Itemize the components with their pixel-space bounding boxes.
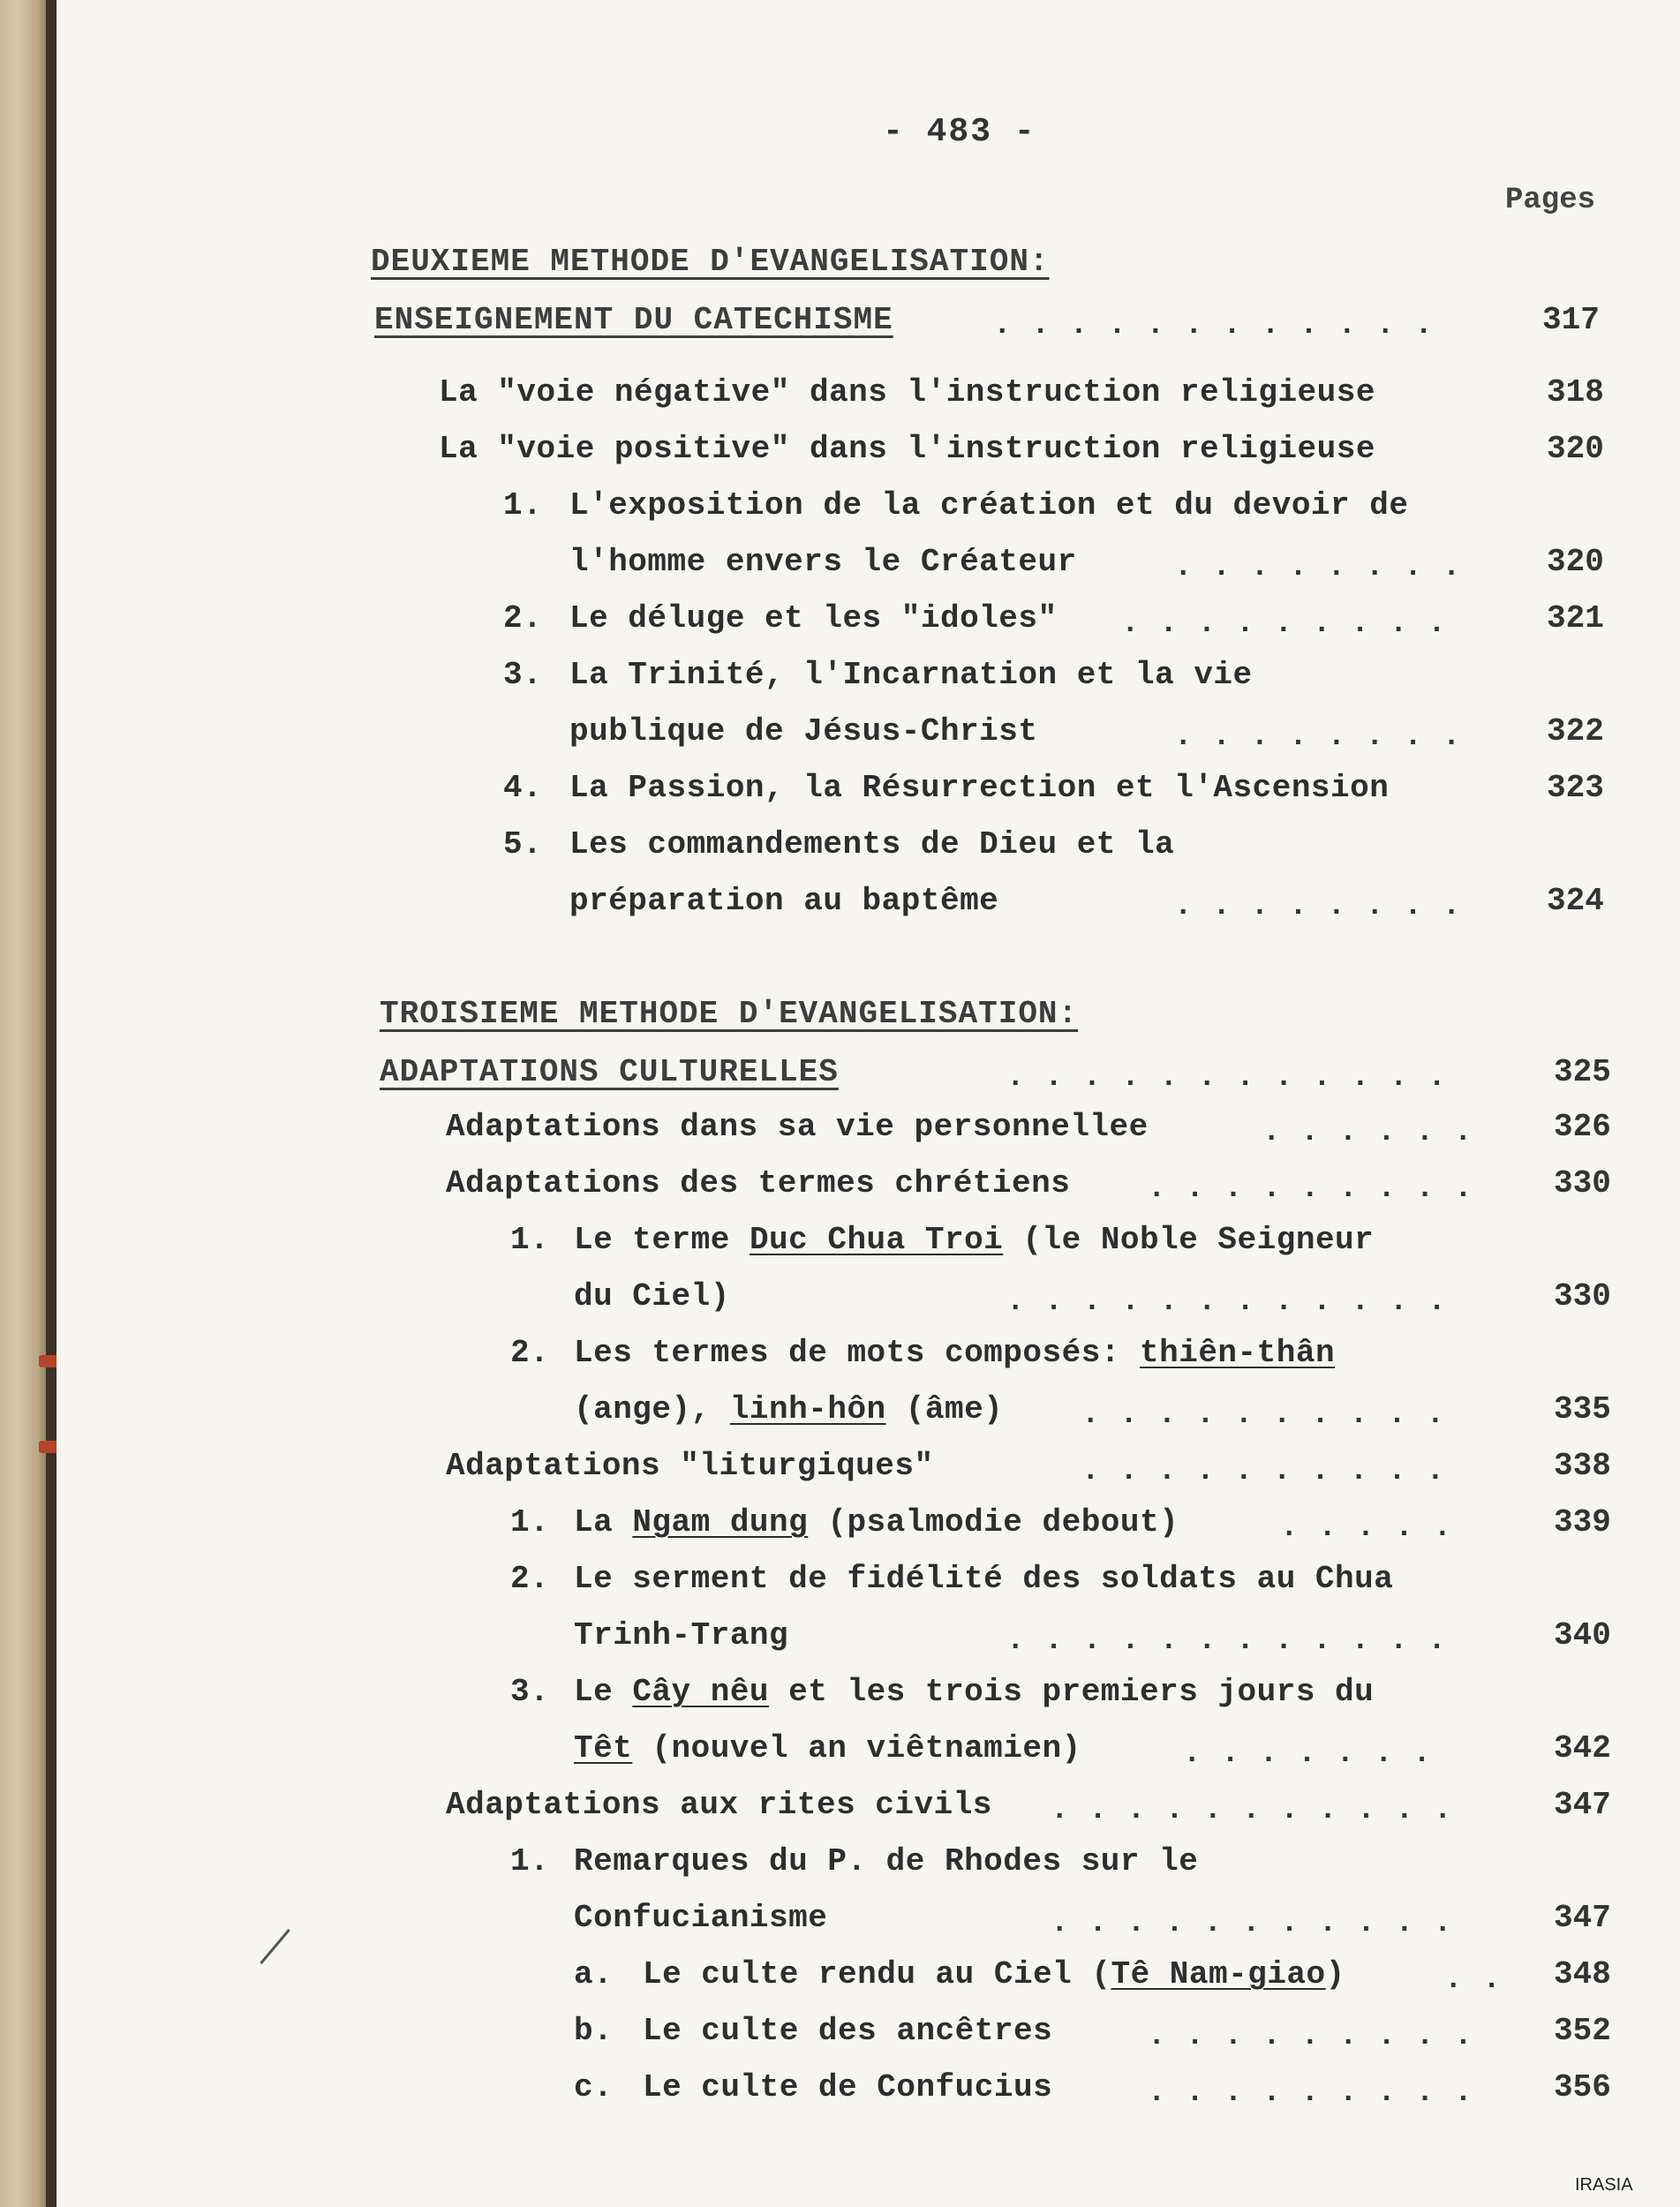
page-ref: 338 — [1554, 1448, 1611, 1484]
leader-dots: ............ — [1006, 1624, 1466, 1658]
entry-number: 4. — [503, 770, 543, 806]
leader-dots: ............ — [1006, 1061, 1466, 1095]
entry-number: 2. — [503, 600, 543, 636]
page-ref: 322 — [1547, 713, 1604, 749]
entry-text: La Ngam dung (psalmodie debout) — [574, 1504, 1179, 1540]
entry-text: Les termes de mots composés: thiên-thân — [574, 1335, 1336, 1371]
page-ref: 320 — [1547, 431, 1604, 467]
entry-number: 1. — [503, 487, 543, 524]
entry-number: 1. — [510, 1222, 550, 1258]
page-ref: 342 — [1554, 1730, 1611, 1766]
page-ref: 321 — [1547, 600, 1604, 636]
entry-number: 1. — [510, 1843, 550, 1879]
entry-number: 3. — [510, 1674, 550, 1710]
watermark: IRASIA — [1575, 2175, 1633, 2195]
entry-number: a. — [574, 1956, 614, 1992]
binding-shadow — [46, 0, 57, 2207]
leader-dots: ....... — [1183, 1737, 1451, 1771]
leader-dots: ......... — [1148, 1172, 1493, 1206]
leader-dots: .......... — [1081, 1455, 1465, 1488]
leader-dots: .. — [1444, 1963, 1521, 1997]
leader-dots: ........... — [1051, 1794, 1473, 1827]
leader-dots: ............ — [993, 309, 1453, 343]
page-number: - 483 - — [883, 113, 1036, 151]
page-ref: 324 — [1547, 883, 1604, 919]
page-ref: 347 — [1554, 1900, 1611, 1936]
binding-hole-bottom — [39, 1441, 58, 1453]
page-ref: 326 — [1554, 1109, 1611, 1145]
entry-text: Le culte rendu au Ciel (Tê Nam-giao) — [643, 1956, 1345, 1992]
page-ref: 352 — [1554, 2013, 1611, 2049]
entry-number: 3. — [503, 657, 543, 693]
page-ref: 347 — [1554, 1787, 1611, 1823]
entry-number: 1. — [510, 1504, 550, 1540]
page-ref: 330 — [1554, 1165, 1611, 1201]
page-ref: 348 — [1554, 1956, 1611, 1992]
section2-heading1: DEUXIEME METHODE D'EVANGELISATION: — [371, 244, 1050, 280]
leader-dots: ........ — [1174, 720, 1481, 754]
leader-dots: ............ — [1006, 1285, 1466, 1319]
page-ref: 335 — [1554, 1391, 1611, 1427]
entry-number: 2. — [510, 1561, 550, 1597]
page-ref: 340 — [1554, 1617, 1611, 1653]
leader-dots: ......... — [1148, 2076, 1493, 2110]
leader-dots: ........ — [1174, 890, 1481, 923]
leader-dots: ..... — [1280, 1511, 1473, 1545]
page-ref: 325 — [1554, 1054, 1611, 1090]
leader-dots: ......... — [1121, 607, 1466, 641]
entry-text: Le Cây nêu et les trois premiers jours du — [574, 1674, 1375, 1710]
pages-column-label: Pages — [1505, 184, 1596, 217]
entry-text: Têt (nouvel an viêtnamien) — [574, 1730, 1081, 1766]
entry-number: 2. — [510, 1335, 550, 1371]
entry-number: 5. — [503, 826, 543, 862]
section3-heading1: TROISIEME METHODE D'EVANGELISATION: — [380, 996, 1079, 1032]
leader-dots: ......... — [1148, 2020, 1493, 2053]
entry-number: b. — [574, 2013, 614, 2049]
page-ref: 339 — [1554, 1504, 1611, 1540]
section2-heading2: ENSEIGNEMENT DU CATECHISME — [374, 302, 893, 338]
section3-heading2: ADAPTATIONS CULTURELLES — [380, 1054, 839, 1090]
entry-number: c. — [574, 2069, 614, 2105]
entry-text: (ange), linh-hôn (âme) — [574, 1391, 1004, 1427]
page-ref: 320 — [1547, 544, 1604, 580]
leader-dots: ........ — [1174, 551, 1481, 584]
leader-dots: .......... — [1081, 1398, 1465, 1432]
page-ref: 318 — [1547, 374, 1604, 411]
leader-dots: ........... — [1051, 1907, 1473, 1940]
page-ref: 356 — [1554, 2069, 1611, 2105]
page-ref: 323 — [1547, 770, 1604, 806]
page-ref: 317 — [1542, 302, 1600, 338]
page-ref: 330 — [1554, 1278, 1611, 1314]
entry-text: Le terme Duc Chua Troi (le Noble Seigneur — [574, 1222, 1375, 1258]
leader-dots: ...... — [1262, 1116, 1493, 1149]
binding-hole-top — [39, 1355, 58, 1367]
